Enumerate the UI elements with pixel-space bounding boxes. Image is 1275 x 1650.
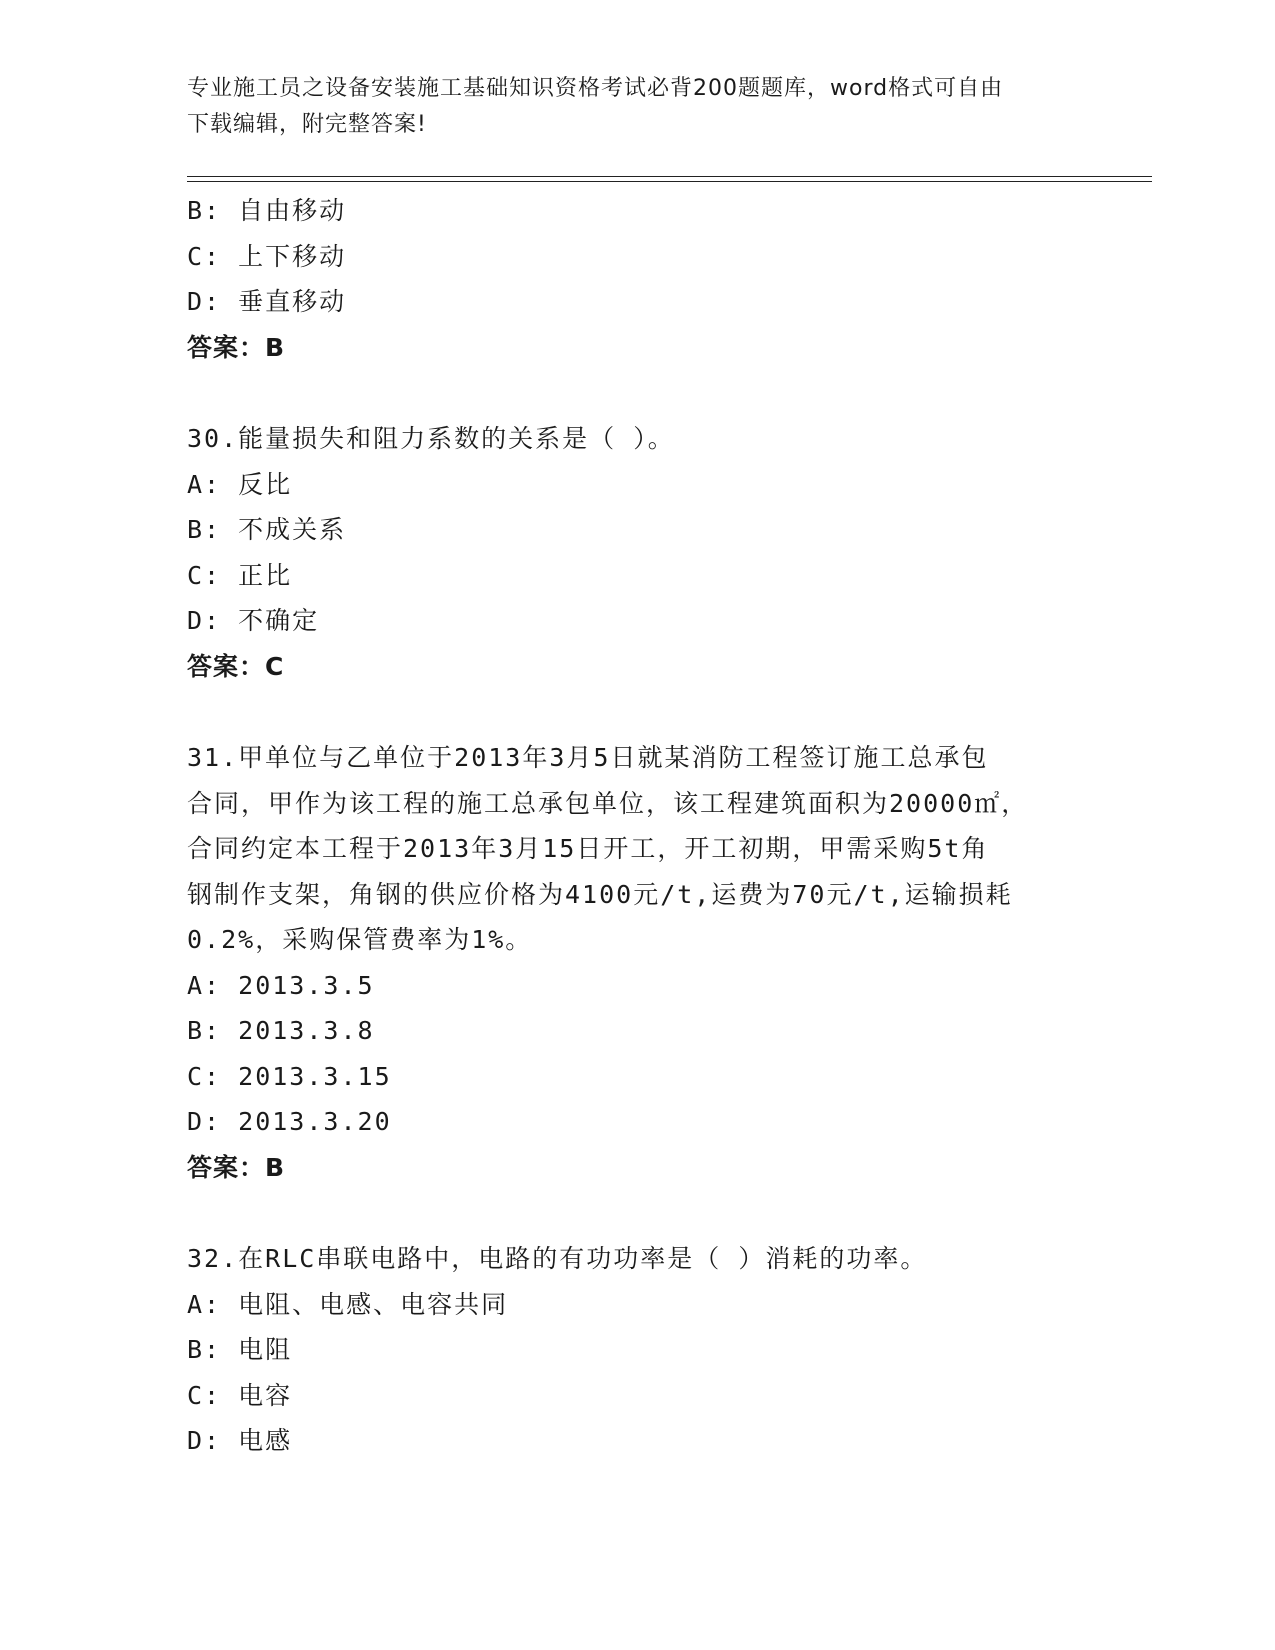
- option-a: A: 反比: [187, 469, 293, 499]
- answer: 答案：B: [187, 332, 286, 362]
- option-c: C: 2013.3.15: [187, 1061, 392, 1091]
- question-31: [187, 735, 1087, 1190]
- question-stem: 30.能量损失和阻力系数的关系是（ ）。: [187, 424, 675, 453]
- option-c: C: 正比: [187, 560, 293, 590]
- option-d: D: 垂直移动: [187, 287, 347, 316]
- option-d: D: 不确定: [187, 606, 320, 635]
- option-b: B: 自由移动: [187, 196, 347, 225]
- question-stem: 32.在RLC串联电路中，电路的有功功率是（ ）消耗的功率。: [187, 1244, 928, 1273]
- header-divider-bottom: [187, 181, 1152, 182]
- option-c: C: 电容: [187, 1380, 293, 1410]
- question-stem-line-4: 钢制作支架，角钢的供应价格为4100元/t,运费为70元/t,运输损耗: [187, 879, 1013, 909]
- answer: 答案：B: [187, 1152, 286, 1182]
- question-content: [187, 188, 1087, 1464]
- question-32: [187, 1236, 1087, 1464]
- option-b: B: 2013.3.8: [187, 1016, 375, 1045]
- option-b: B: 电阻: [187, 1335, 293, 1364]
- question-stem-line-3: 合同约定本工程于2013年3月15日开工，开工初期，甲需采购5t角: [187, 834, 989, 863]
- option-d: D: 电感: [187, 1426, 293, 1455]
- header-title-line-2: 下载编辑，附完整答案!: [187, 112, 427, 137]
- header-title-line-1: 专业施工员之设备安装施工基础知识资格考试必背200题题库，word格式可自由: [187, 76, 1004, 101]
- document-header: [187, 71, 1067, 143]
- option-b: B: 不成关系: [187, 515, 347, 544]
- option-a: A: 2013.3.5: [187, 970, 375, 1000]
- question-stem-line-5: 0.2%，采购保管费率为1%。: [187, 925, 533, 954]
- question-30: [187, 416, 1087, 689]
- question-stem-line-1: 31.甲单位与乙单位于2013年3月5日就某消防工程签订施工总承包: [187, 743, 989, 772]
- header-divider-top: [187, 176, 1152, 177]
- option-a: A: 电阻、电感、电容共同: [187, 1289, 509, 1319]
- option-c: C: 上下移动: [187, 241, 347, 271]
- answer: 答案：C: [187, 651, 285, 681]
- question-stem-line-2: 合同，甲作为该工程的施工总承包单位，该工程建筑面积为20000㎡，: [187, 788, 1029, 818]
- question-29-tail: [187, 188, 1087, 370]
- option-d: D: 2013.3.20: [187, 1107, 392, 1136]
